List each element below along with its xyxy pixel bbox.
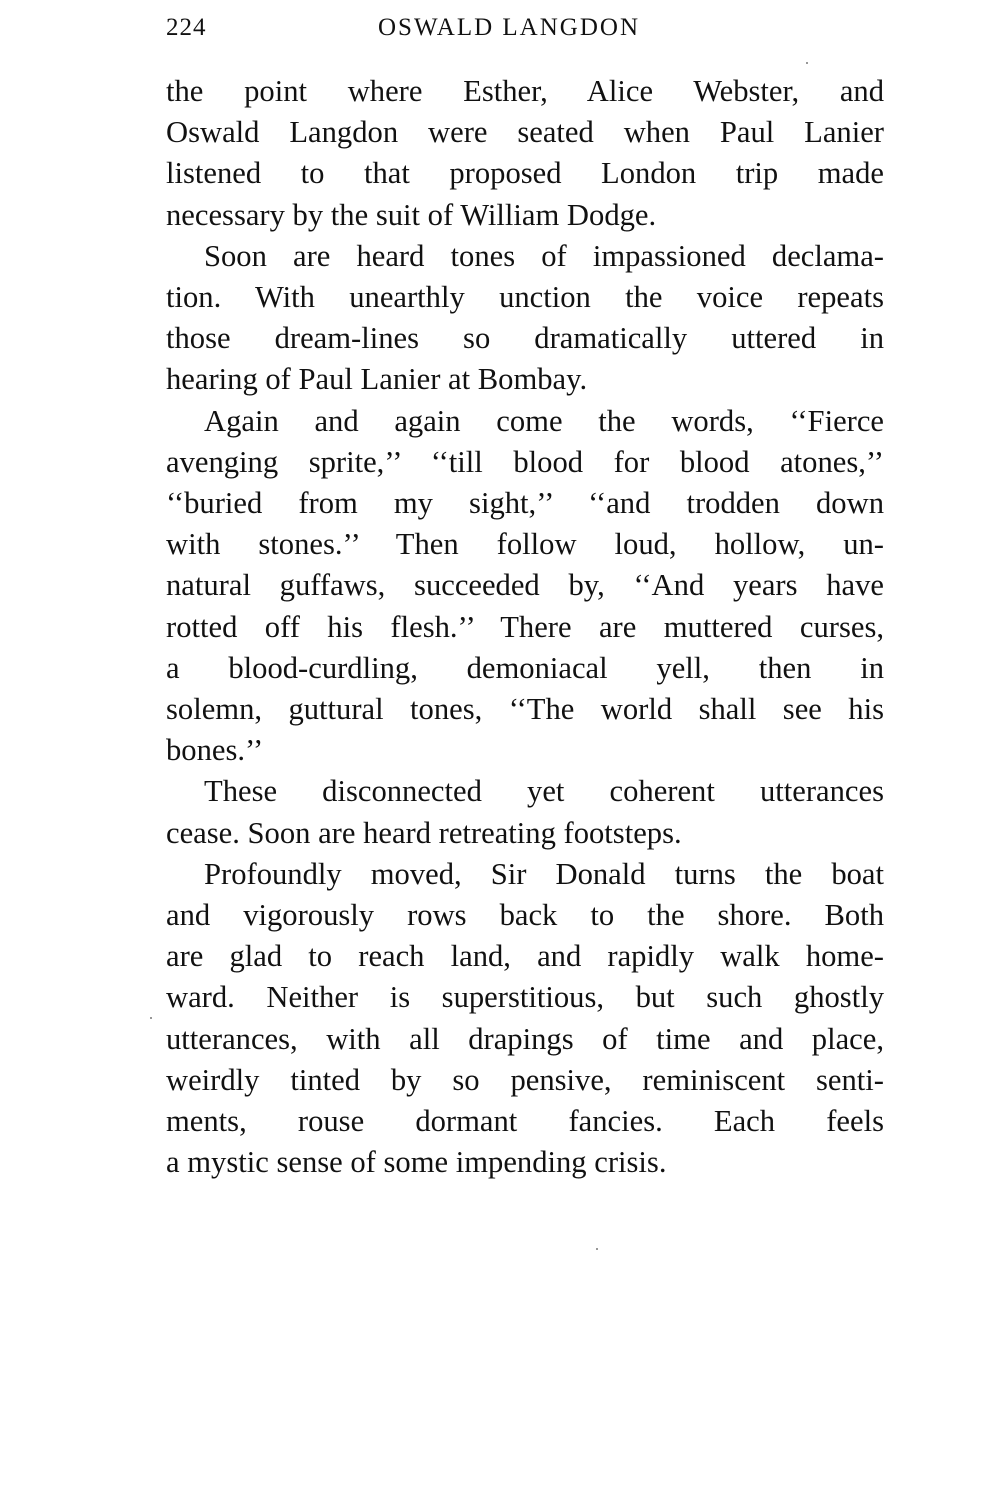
text-line: are glad to reach land, and rapidly walk home-	[166, 939, 884, 974]
text-line: a mystic sense of some impending crisis.	[166, 1145, 667, 1180]
running-head	[166, 14, 671, 54]
text-line: the point where Esther, Alice Webster, and	[166, 74, 884, 108]
text-line: ments, rouse dormant fancies. Each feels	[166, 1104, 884, 1139]
text-line: those dream-lines so dramatically uttered in	[166, 321, 884, 356]
text-line: ward. Neither is superstitious, but such ghostly	[166, 980, 884, 1015]
text-line: cease. Soon are heard retreating footsteps.	[166, 815, 682, 850]
scan-speck	[596, 1248, 598, 1250]
text-line: and vigorously rows back to the shore. Both	[166, 898, 884, 933]
text-line: with stones.’’ Then follow loud, hollow, un-	[166, 527, 884, 562]
text-line: Profoundly moved, Sir Donald turns the boat	[204, 856, 884, 891]
text-line: ‘‘buried from my sight,’’ ‘‘and trodden down	[166, 486, 884, 521]
text-line: listened to that proposed London trip made	[166, 156, 884, 191]
paragraph-5	[166, 854, 884, 1184]
paragraph-3	[166, 401, 884, 772]
text-line: bones.’’	[166, 733, 264, 768]
text-line: Oswald Langdon were seated when Paul Lanier	[166, 115, 884, 150]
text-line: natural guffaws, succeeded by, ‘‘And years have	[166, 568, 884, 603]
paragraph-2	[166, 236, 884, 401]
text-line: These disconnected yet coherent utterances	[204, 774, 884, 809]
text-line: utterances, with all drapings of time and place,	[166, 1021, 884, 1056]
scan-speck	[150, 1017, 152, 1019]
text-line: Again and again come the words, ‘‘Fierce	[204, 403, 884, 438]
body-text	[166, 71, 884, 1183]
text-line: rotted off his flesh.’’ There are muttered curses,	[166, 609, 884, 644]
book-title: OSWALD LANGDON	[378, 14, 641, 41]
page-number: 224	[166, 14, 207, 41]
paragraph-1	[166, 71, 884, 236]
text-line: avenging sprite,’’ ‘‘till blood for blood atones,’’	[166, 444, 884, 479]
text-line: tion. With unearthly unction the voice repeats	[166, 280, 884, 315]
paragraph-4	[166, 771, 884, 853]
text-line: Soon are heard tones of impassioned declama-	[204, 238, 884, 273]
text-line: necessary by the suit of William Dodge.	[166, 197, 657, 232]
scan-speck	[806, 62, 808, 64]
text-line: hearing of Paul Lanier at Bombay.	[166, 362, 588, 397]
text-line: weirdly tinted by so pensive, reminiscent senti-	[166, 1062, 884, 1097]
text-line: a blood-curdling, demoniacal yell, then in	[166, 650, 884, 685]
text-line: solemn, guttural tones, ‘‘The world shall see his	[166, 692, 884, 727]
